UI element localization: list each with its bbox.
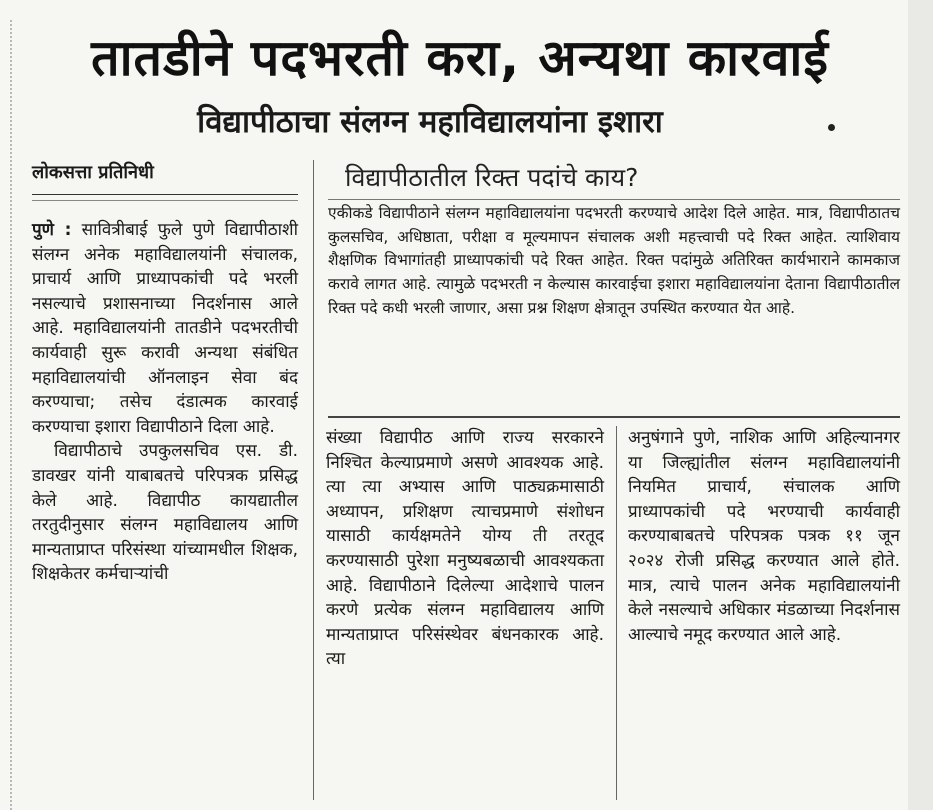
byline-rule-lower [32, 200, 298, 201]
sidebar-box-body: एकीकडे विद्यापीठाने संलग्न महाविद्यालयांना पदभरती करण्याचे आदेश दिले आहेत. मात्र, विद्यापीठातच कुलसचिव, अधिष्ठाता, परीक्षा व मूल्यमापन संचालक अशी महत्त्वाची पदे रिक्त आहेत. त्याशिवाय शैक्षणिक विभागांतही प्राध्यापकांची पदे रिक्त आहेत. रिक्त पदांमुळे अतिरिक्त कार्यभाराने कामकाज करावे लागत आहे. त्यामुळे पदभरती न केल्यास कारवाईचा इशारा महाविद्यालयांना देताना विद्यापीठातील रिक्त पदे कधी भरली जाणार, असा प्रश्न शिक्षण क्षेत्रातून उपस्थित करण्यात येत आहे. [328, 204, 900, 317]
lead-paragraph-text: सावित्रीबाई फुले पुणे विद्यापीठाशी संलग्न अनेक महाविद्यालयांनी संचालक, प्राचार्य आणि प्राध्यापकांची पदे भरली नसल्याचे प्रशासनाच्या निदर्शनास आले आहे. महाविद्यालयांनी तातडीने पदभरतीची कार्यवाही सुरू करावी अन्यथा संबंधित महाविद्यालयांची ऑनलाइन सेवा बंद करण्याचा; तसेच दंडात्मक कारवाई करण्याचा इशारा विद्यापीठाने दिला आहे. [32, 220, 298, 437]
dateline: पुणे : [32, 220, 72, 240]
sidebar-title-rule [328, 199, 900, 200]
column-divider-b [616, 426, 617, 800]
subheadline: विद्यापीठाचा संलग्न महाविद्यालयांना इशारा [197, 104, 663, 140]
sidebar-bottom-rule [328, 416, 900, 418]
article-column-c [628, 426, 900, 647]
article-column-a [32, 218, 298, 587]
byline-rule [32, 194, 298, 195]
sidebar-box-title: विद्यापीठातील रिक्त पदांचे काय? [345, 163, 639, 192]
bullet-dot [828, 124, 835, 131]
column-divider [313, 160, 314, 800]
lead-paragraph [32, 218, 298, 439]
left-margin-perforation [10, 20, 12, 810]
column-c-text: अनुषंगाने पुणे, नाशिक आणि अहिल्यानगर या जिल्ह्यांतील संलग्न महाविद्यालयांनी नियमित प्राचार्य, संचालक आणि प्राध्यापकांची पदे भरण्याची कार्यवाही करण्याबाबतचे परिपत्रक पत्रक ११ जून २०२४ रोजी प्रसिद्ध करण्यात आले होते. मात्र, त्याचे पालन अनेक महाविद्यालयांनी केले नसल्याचे अधिकार मंडळाच्या निदर्शनास आल्याचे नमूद करण्यात आले आहे. [628, 428, 900, 645]
article-column-b [326, 426, 604, 672]
page-edge-strip [908, 0, 933, 810]
second-paragraph: विद्यापीठाचे उपकुलसचिव एस. डी. डावखर यांनी याबाबतचे परिपत्रक प्रसिद्ध केले आहे. विद्यापीठ कायद्यातील तरतुदीनुसार संलग्न महाविद्यालय आणि मान्यताप्राप्त परिसंस्था यांच्यामधील शिक्षक, शिक्षकेतर कर्मचाऱ्यांची [32, 441, 298, 585]
column-b-text: संख्या विद्यापीठ आणि राज्य सरकारने निश्चित केल्याप्रमाणे असणे आवश्यक आहे. त्या त्या अभ्यास आणि पाठ्यक्रमासाठी अध्यापन, प्रशिक्षण त्याचप्रमाणे संशोधन यासाठी कार्यक्षमतेने योग्य ती तरतूद करण्यासाठी पुरेशा मनुष्यबळाची आवश्यकता आहे. विद्यापीठाने दिलेल्या आदेशाचे पालन करणे प्रत्येक संलग्न महाविद्यालय आणि मान्यताप्राप्त परिसंस्थेवर बंधनकारक आहे. त्या [326, 428, 604, 670]
headline: तातडीने पदभरती करा, अन्यथा कारवाई [91, 29, 829, 87]
byline: लोकसत्ता प्रतिनिधी [32, 162, 154, 183]
